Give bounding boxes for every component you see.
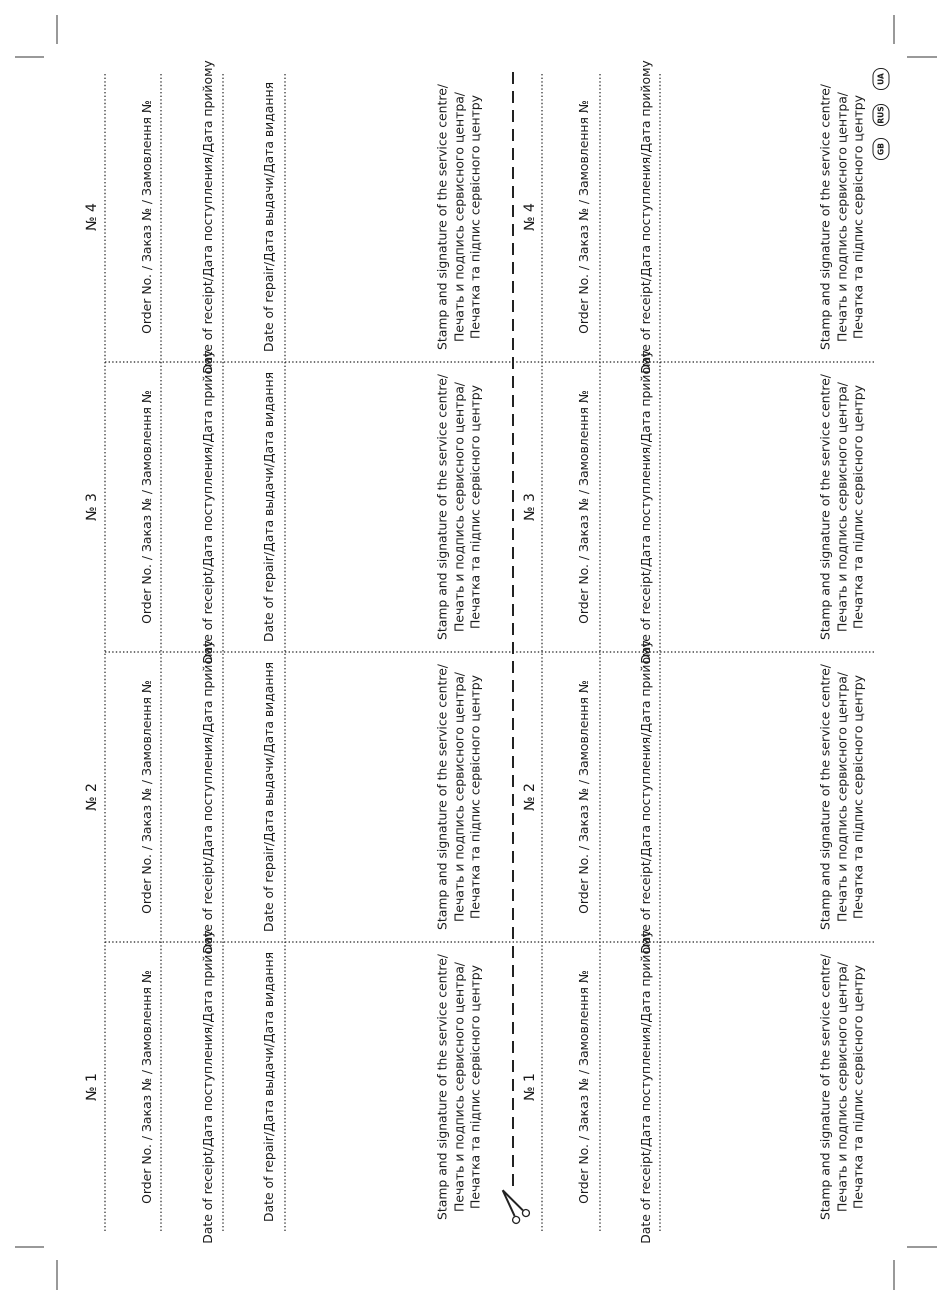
stamp-text-en: Stamp and signature of the service centre/ bbox=[434, 954, 450, 1220]
stamp-text-ua: Печатка та підпис сервісного центру bbox=[850, 675, 866, 919]
order-label: Order No. / Заказ № / Замовлення № bbox=[138, 680, 154, 914]
stamp-text-ua: Печатка та підпис сервісного центру bbox=[467, 95, 483, 339]
stamp-text-ua: Печатка та підпис сервісного центру bbox=[850, 965, 866, 1209]
stamp-text-ua: Печатка та підпис сервісного центру bbox=[850, 95, 866, 339]
stamp-signature-label bbox=[434, 664, 484, 930]
stamp-signature-label bbox=[817, 84, 867, 350]
language-badge-rus: RUS bbox=[873, 104, 890, 126]
coupon-number-4: № 4 bbox=[83, 203, 100, 231]
stamp-text-en: Stamp and signature of the service centre/ bbox=[434, 664, 450, 930]
stamp-text-en: Stamp and signature of the service centre/ bbox=[817, 954, 833, 1220]
tearoff-number-2: № 2 bbox=[521, 783, 538, 811]
stamp-text-ru: Печать и подпись сервисного центра/ bbox=[450, 672, 466, 922]
stamp-signature-label bbox=[817, 954, 867, 1220]
stamp-signature-label bbox=[817, 374, 867, 640]
stamp-text-ru: Печать и подпись сервисного центра/ bbox=[833, 92, 849, 342]
coupon-number-1: № 1 bbox=[83, 1073, 100, 1101]
stamp-text-ua: Печатка та підпис сервісного центру bbox=[467, 385, 483, 629]
tearoff-number-1: № 1 bbox=[521, 1073, 538, 1101]
stamp-text-ru: Печать и подпись сервисного центра/ bbox=[833, 382, 849, 632]
order-label: Order No. / Заказ № / Замовлення № bbox=[138, 970, 154, 1204]
stamp-text-ru: Печать и подпись сервисного центра/ bbox=[833, 962, 849, 1212]
stamp-signature-label bbox=[434, 84, 484, 350]
receipt-date-label: Date of receipt/Дата поступления/Дата прийому bbox=[637, 930, 653, 1244]
stamp-text-en: Stamp and signature of the service centre/ bbox=[434, 374, 450, 640]
receipt-date-label: Date of receipt/Дата поступления/Дата прийому bbox=[199, 60, 215, 374]
stamp-signature-label bbox=[817, 664, 867, 930]
stamp-text-ua: Печатка та підпис сервісного центру bbox=[850, 385, 866, 629]
language-badge-gb: GB bbox=[873, 138, 890, 160]
stamp-text-en: Stamp and signature of the service centre/ bbox=[817, 664, 833, 930]
order-label: Order No. / Заказ № / Замовлення № bbox=[575, 970, 591, 1204]
repair-date-label: Date of repair/Дата выдачи/Дата видання bbox=[260, 661, 276, 933]
repair-date-label: Date of repair/Дата выдачи/Дата видання bbox=[260, 951, 276, 1223]
order-label: Order No. / Заказ № / Замовлення № bbox=[575, 100, 591, 334]
receipt-date-label: Date of receipt/Дата поступления/Дата прийому bbox=[199, 350, 215, 664]
coupon-number-2: № 2 bbox=[83, 783, 100, 811]
tearoff-number-3: № 3 bbox=[521, 493, 538, 521]
receipt-date-label: Date of receipt/Дата поступления/Дата прийому bbox=[637, 350, 653, 664]
stamp-signature-label bbox=[434, 954, 484, 1220]
repair-date-label: Date of repair/Дата выдачи/Дата видання bbox=[260, 371, 276, 643]
scissors-icon bbox=[495, 1185, 531, 1225]
receipt-date-label: Date of receipt/Дата поступления/Дата прийому bbox=[199, 930, 215, 1244]
language-badge-ua: UA bbox=[873, 68, 890, 90]
repair-date-label: Date of repair/Дата выдачи/Дата видання bbox=[260, 81, 276, 353]
order-label: Order No. / Заказ № / Замовлення № bbox=[138, 100, 154, 334]
stamp-signature-label bbox=[434, 374, 484, 640]
receipt-date-label: Date of receipt/Дата поступления/Дата прийому bbox=[637, 640, 653, 954]
stamp-text-ua: Печатка та підпис сервісного центру bbox=[467, 675, 483, 919]
stamp-text-en: Stamp and signature of the service centre/ bbox=[817, 84, 833, 350]
stamp-text-ua: Печатка та підпис сервісного центру bbox=[467, 965, 483, 1209]
stamp-text-en: Stamp and signature of the service centre/ bbox=[434, 84, 450, 350]
receipt-date-label: Date of receipt/Дата поступления/Дата прийому bbox=[199, 640, 215, 954]
order-label: Order No. / Заказ № / Замовлення № bbox=[575, 390, 591, 624]
tearoff-number-4: № 4 bbox=[521, 203, 538, 231]
order-label: Order No. / Заказ № / Замовлення № bbox=[575, 680, 591, 914]
stamp-text-ru: Печать и подпись сервисного центра/ bbox=[450, 92, 466, 342]
stamp-text-ru: Печать и подпись сервисного центра/ bbox=[450, 962, 466, 1212]
stamp-text-en: Stamp and signature of the service centre/ bbox=[817, 374, 833, 640]
stamp-text-ru: Печать и подпись сервисного центра/ bbox=[450, 382, 466, 632]
stamp-text-ru: Печать и подпись сервисного центра/ bbox=[833, 672, 849, 922]
receipt-date-label: Date of receipt/Дата поступления/Дата прийому bbox=[637, 60, 653, 374]
coupon-number-3: № 3 bbox=[83, 493, 100, 521]
order-label: Order No. / Заказ № / Замовлення № bbox=[138, 390, 154, 624]
